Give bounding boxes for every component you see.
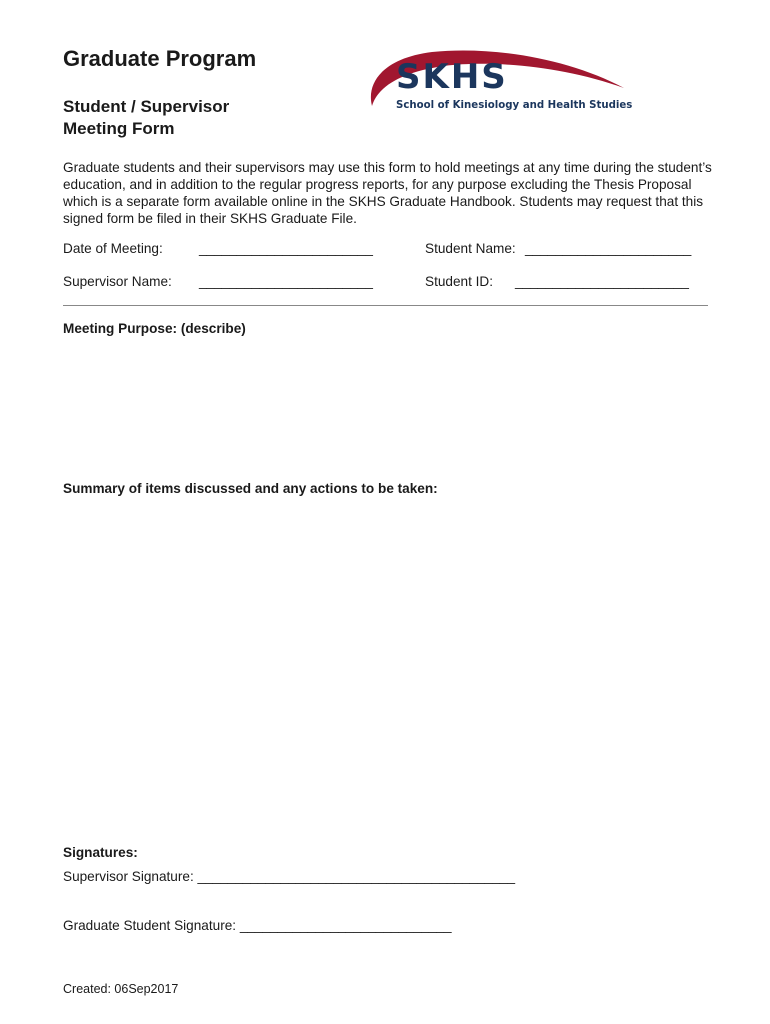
form-subtitle <box>63 96 323 140</box>
created-date: Created: 06Sep2017 <box>63 982 179 996</box>
student-signature-label: Graduate Student Signature: <box>63 918 237 933</box>
meeting-purpose-heading: Meeting Purpose: (describe) <box>63 321 246 336</box>
subtitle-line-1: Student / Supervisor <box>63 97 230 116</box>
page-title: Graduate Program <box>63 46 257 71</box>
summary-heading: Summary of items discussed and any actions to be taken: <box>63 481 438 496</box>
logo-full-name: School of Kinesiology and Health Studies <box>396 100 633 111</box>
student-signature-row <box>63 918 452 933</box>
subtitle-line-2: Meeting Form <box>63 119 175 138</box>
supervisor-signature-field[interactable]: __________________________________________ <box>197 869 516 884</box>
student-id-field[interactable]: _______________________ <box>515 274 689 289</box>
divider <box>63 305 708 306</box>
intro-paragraph: Graduate students and their supervisors may use this form to hold meetings at any time during the student’s education, and in addition to the regular progress reports, for any purpose excluding the Thesis Proposal which is a separate form available online in the SKHS Graduate Handbook. Students may request that this signed form be filed in their SKHS Graduate File. <box>63 160 712 226</box>
signatures-heading: Signatures: <box>63 845 138 860</box>
date-of-meeting-field[interactable]: _______________________ <box>199 241 373 256</box>
student-name-label: Student Name: <box>425 241 516 256</box>
supervisor-name-field[interactable]: _______________________ <box>199 274 373 289</box>
supervisor-signature-row <box>63 869 515 884</box>
date-of-meeting-label: Date of Meeting: <box>63 241 163 256</box>
student-name-field[interactable]: ______________________ <box>525 241 692 256</box>
student-signature-field[interactable]: ____________________________ <box>239 918 452 933</box>
student-id-label: Student ID: <box>425 274 494 289</box>
skhs-logo <box>362 44 662 120</box>
logo-acronym: SKHS <box>396 57 508 97</box>
supervisor-name-label: Supervisor Name: <box>63 274 172 289</box>
supervisor-signature-label: Supervisor Signature: <box>63 869 194 884</box>
